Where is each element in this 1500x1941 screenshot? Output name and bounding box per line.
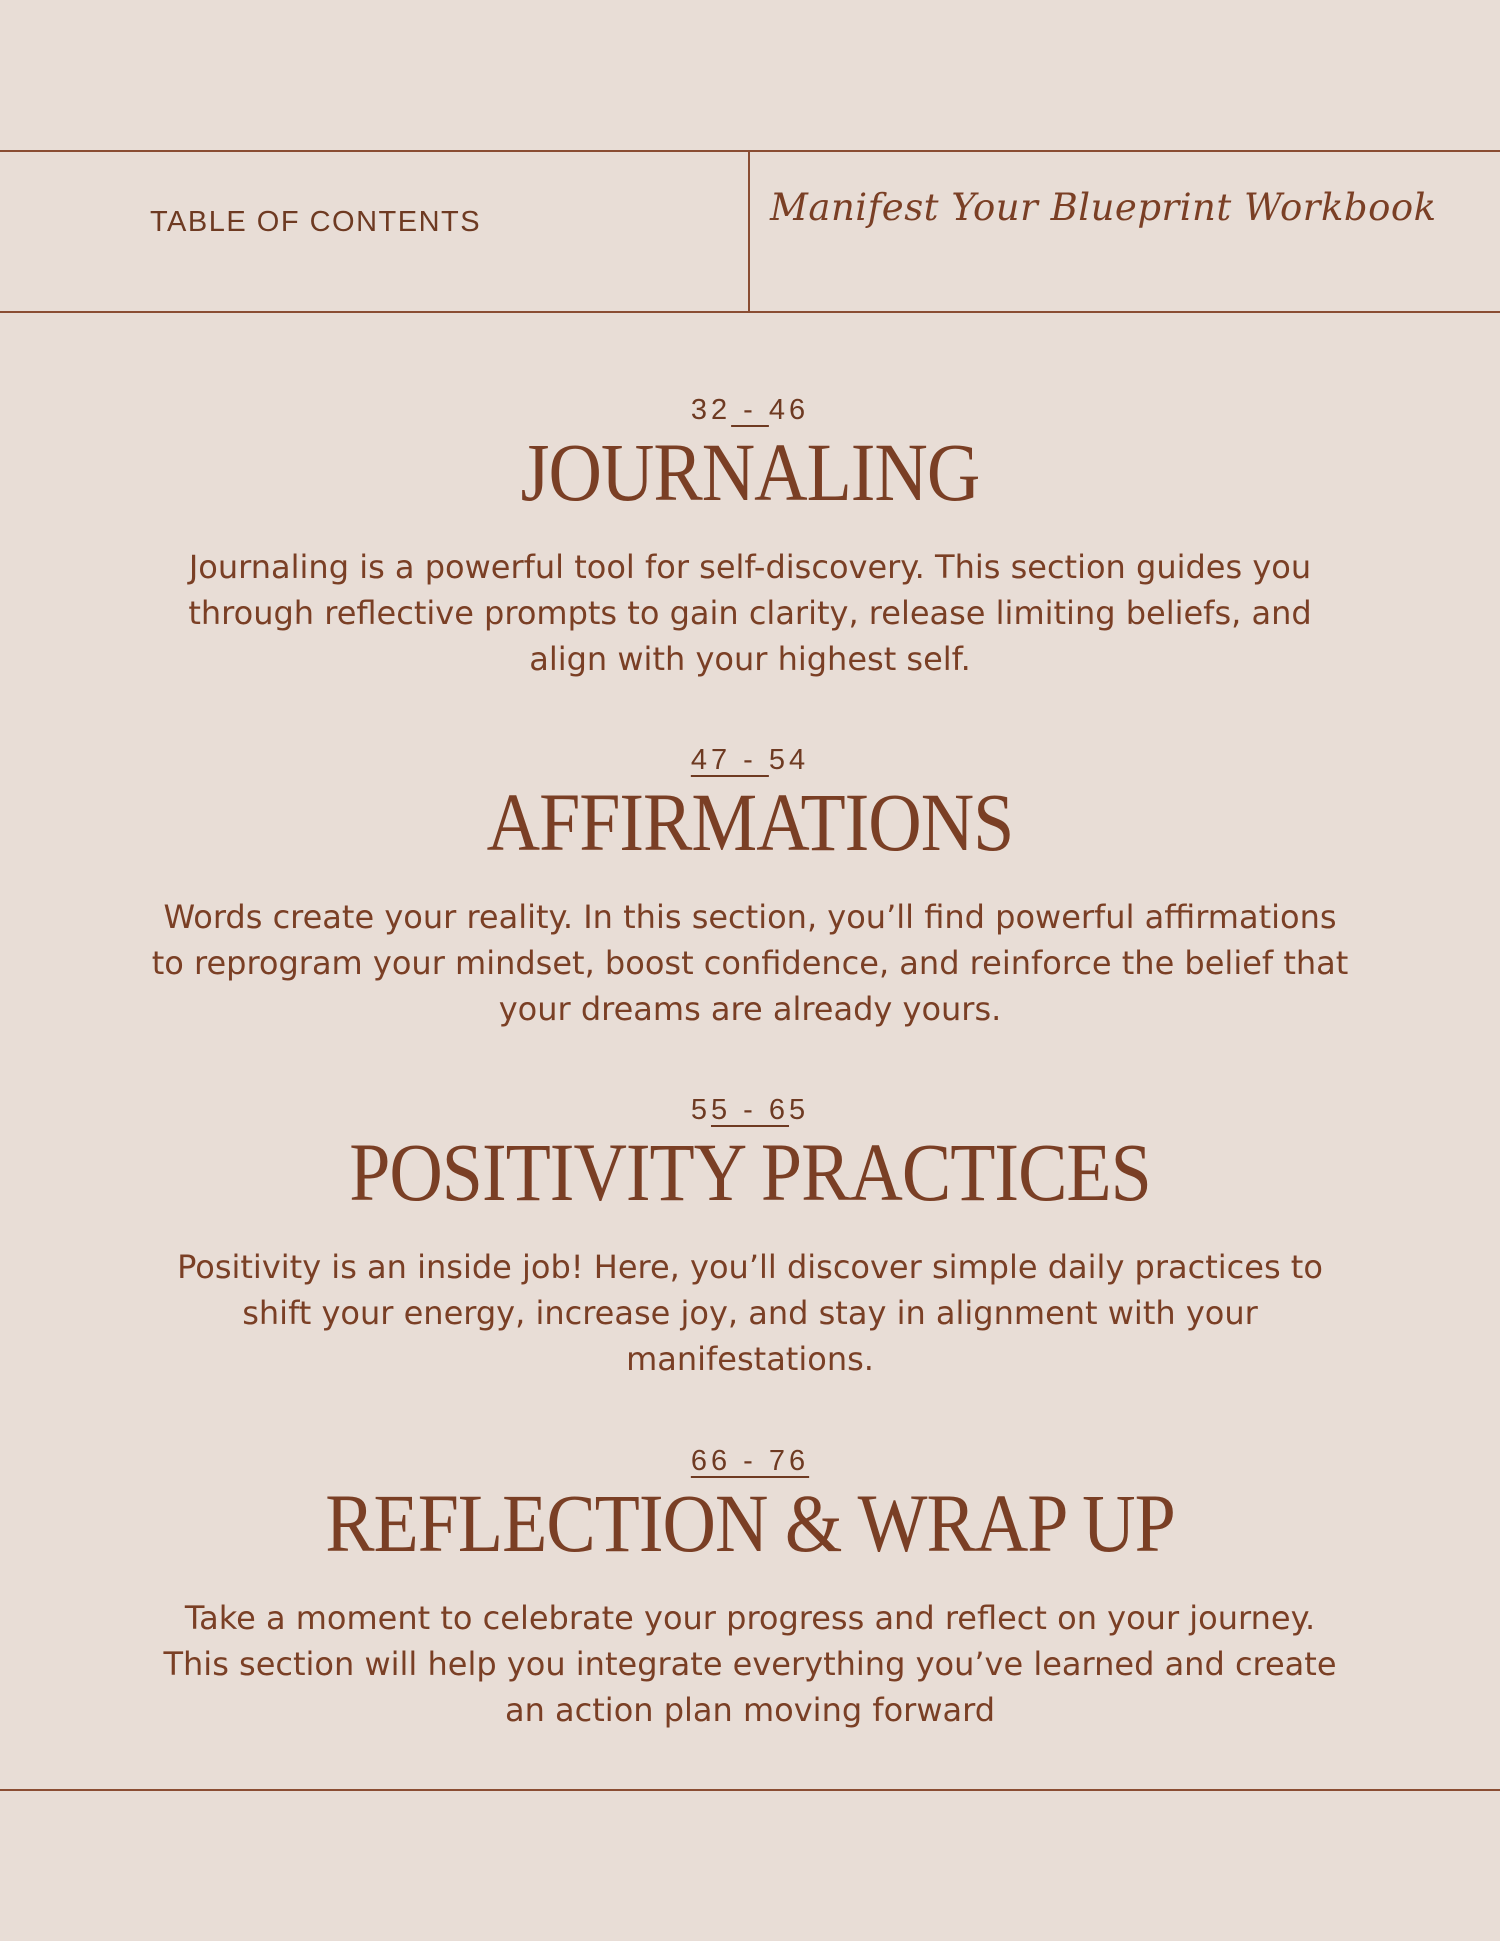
section-title: POSITIVITY PRACTICES [349,1127,1151,1219]
header-top-rule [0,150,1500,152]
toc-section-reflection-wrap-up [0,1441,1500,1733]
toc-section-positivity-practices [0,1090,1500,1382]
workbook-title: Manifest Your Blueprint Workbook [770,186,1437,229]
page-range-start: 5 [690,1094,711,1126]
section-title: JOURNALING [520,427,980,519]
page-range-separator: 47 - [690,744,769,776]
page-range-end: 54 [768,744,810,776]
section-description: Positivity is an inside job! Here, you’ll discover simple daily practices to shift your energy, increase joy, and stay in alignment with your manifestations. [177,1248,1323,1378]
section-description: Take a moment to celebrate your progress and reflect on your journey. This section will help you integrate everything you’ve learned and create an action plan moving forward [163,1599,1337,1729]
toc-label: TABLE OF CONTENTS [150,206,482,238]
toc-section-journaling [0,390,1500,682]
section-description: Journaling is a powerful tool for self-discovery. This section guides you through reflective prompts to gain clarity, release limiting beliefs, and align with your highest self. [188,548,1312,678]
footer-rule [0,1789,1500,1791]
page-range-end: 46 [768,394,810,426]
header-bottom-rule [0,311,1500,313]
toc-section-affirmations [0,740,1500,1032]
section-description: Words create your reality. In this section, you’ll find powerful affirmations to reprogram your mindset, boost confidence, and reinforce the belief that your dreams are already yours. [151,898,1349,1028]
section-title: AFFIRMATIONS [486,777,1014,869]
header-divider [748,150,750,313]
page-range-separator: 66 - 76 [690,1445,810,1477]
page-range-end: 5 [789,1094,810,1126]
section-title: REFLECTION & WRAP UP [325,1478,1175,1570]
page-range-separator: 5 - 6 [710,1094,790,1126]
page-range-start: 32 [690,394,732,426]
page-range-separator: - [731,394,769,426]
